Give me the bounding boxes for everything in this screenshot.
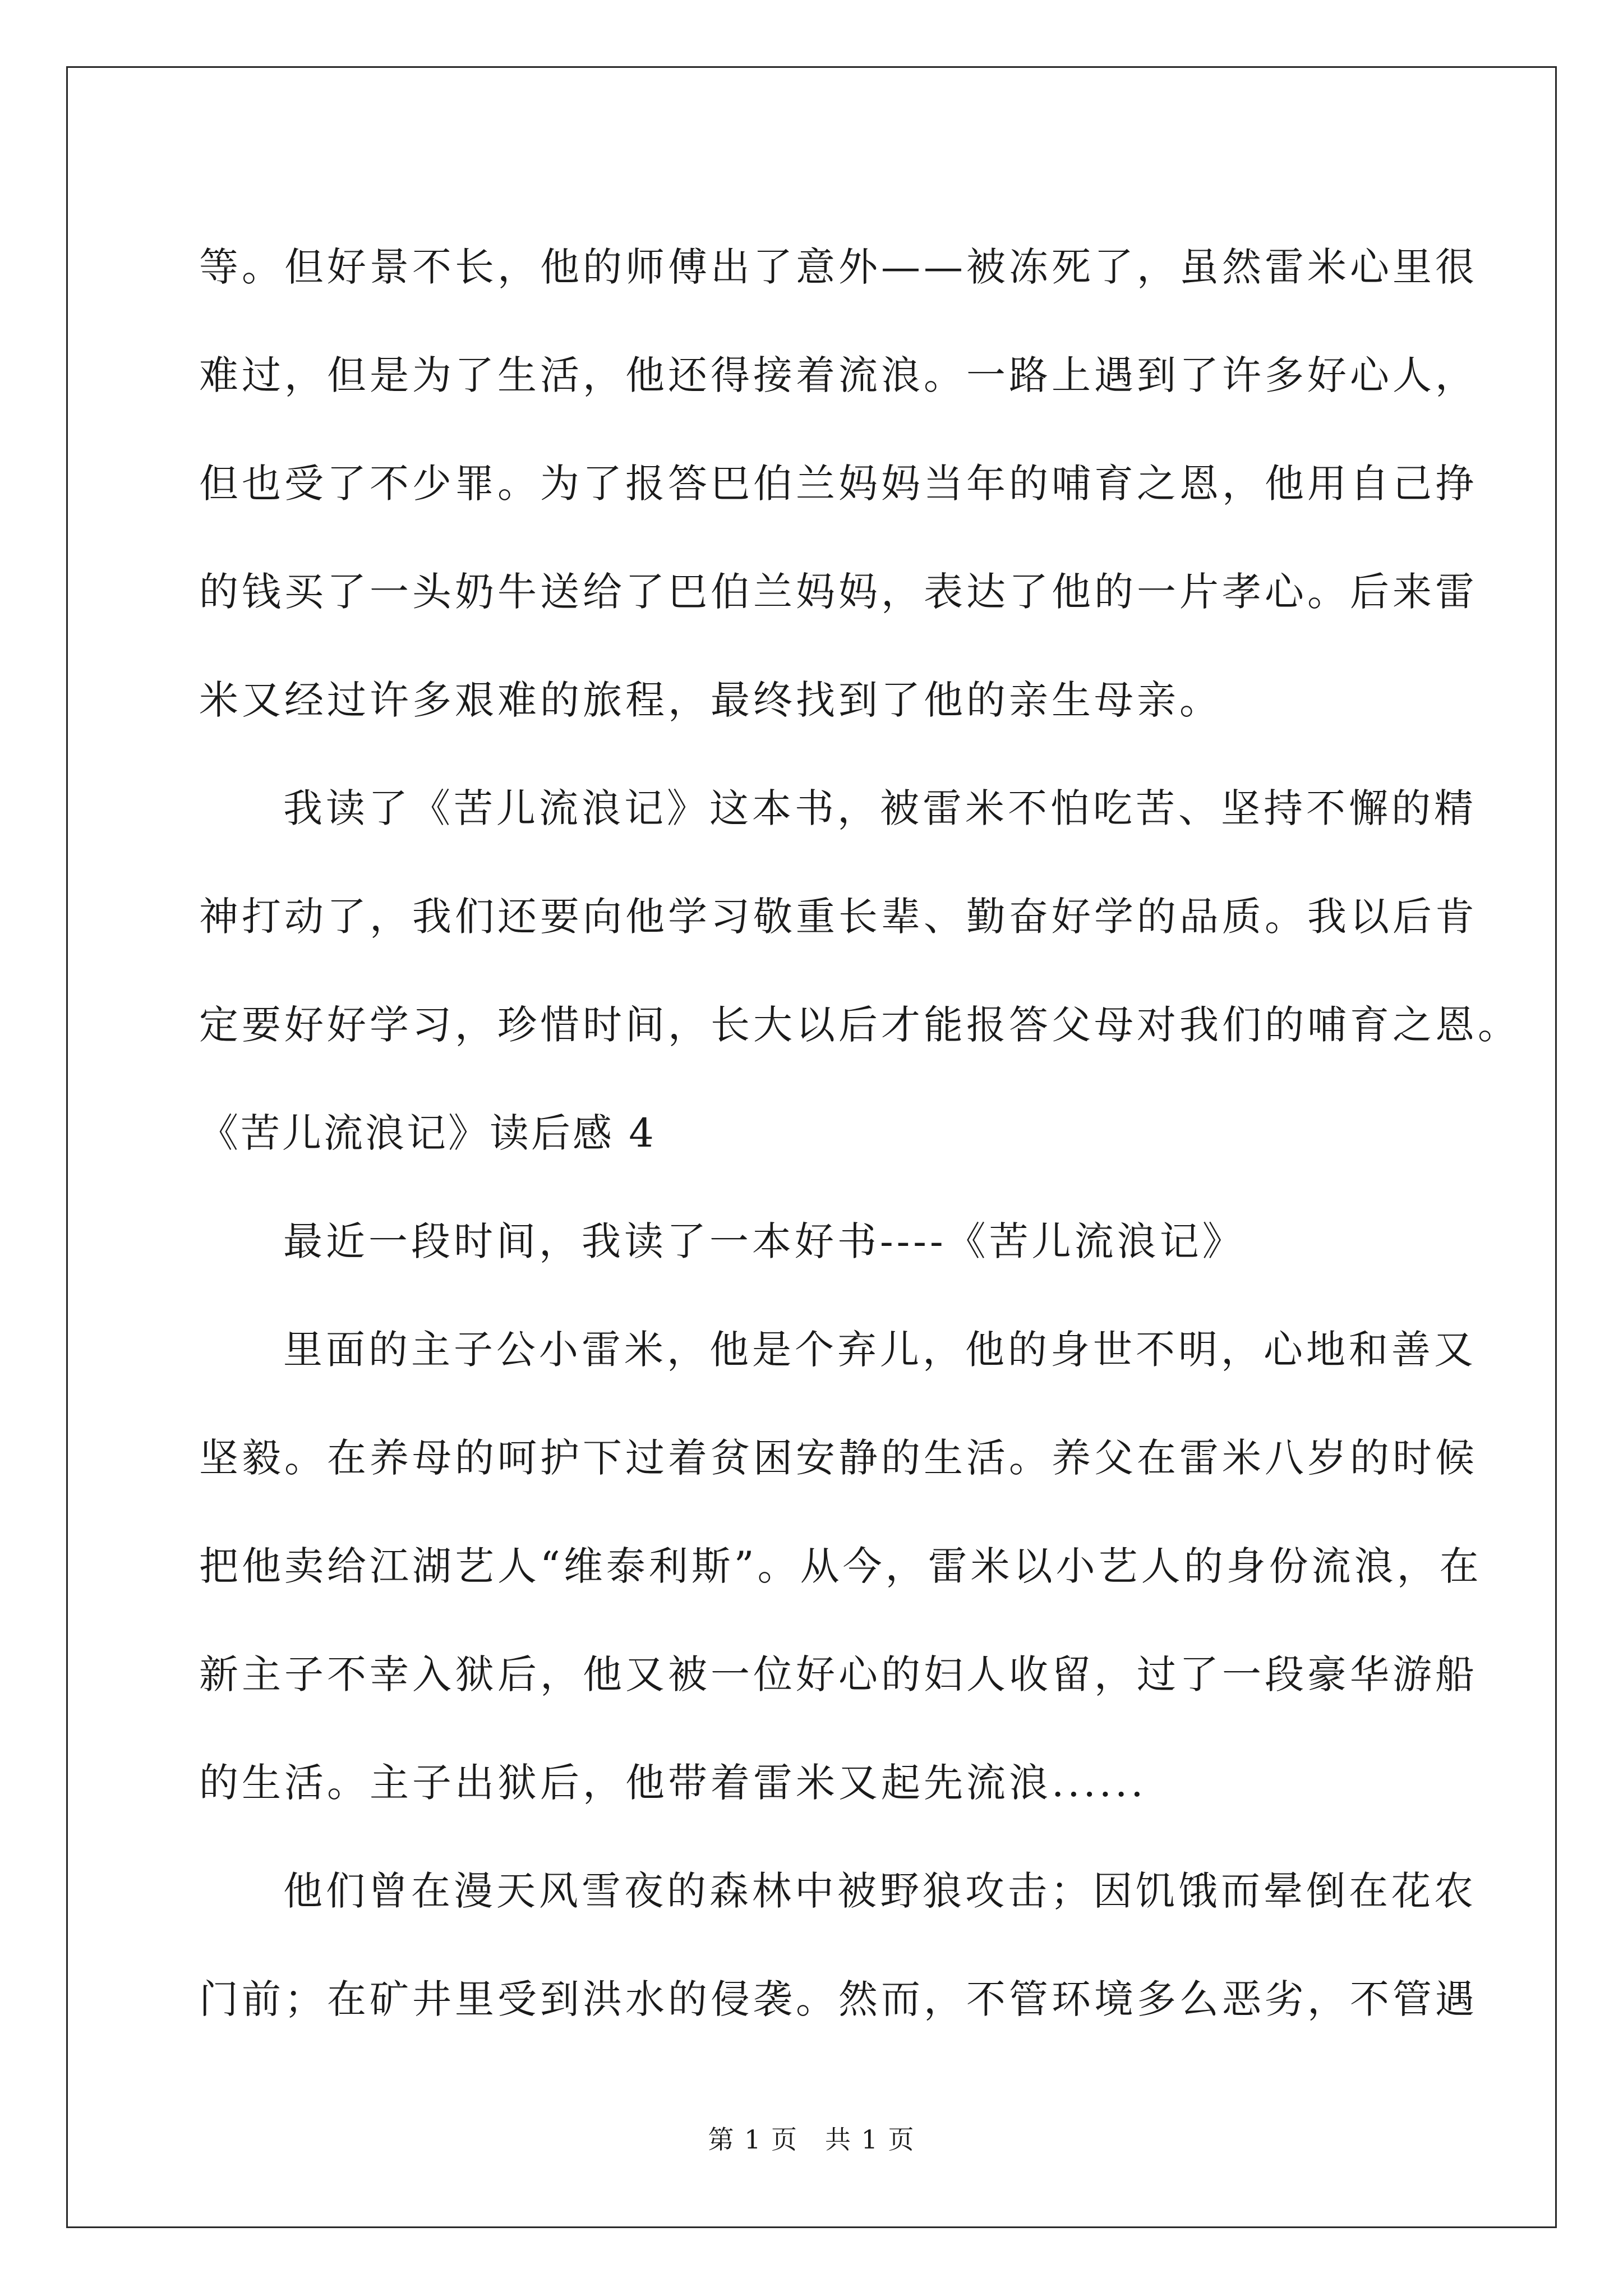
text-line: 最近一段时间，我读了一本好书----《苦儿流浪记》 [283,1218,1245,1264]
text-line: 神打动了，我们还要向他学习敬重长辈、勤奋好学的品质。我以后肯 [199,894,1478,940]
heading-text: 《苦儿流浪记》读后感 4 [199,1110,656,1156]
text-line: 定要好好学习，珍惜时间，长大以后才能报答父母对我们的哺育之恩。 [199,1002,1520,1048]
section-heading [199,1079,1433,1188]
document-body [199,213,1520,2054]
text-line: 的生活。主子出狱后，他带着雷米又起先流浪...... [199,1760,1147,1806]
text-line: 我读了《苦儿流浪记》这本书，被雷米不怕吃苦、坚持不懈的精 [283,785,1477,831]
paragraph [199,1296,1482,1837]
text-line: 门前；在矿井里受到洪水的侵袭。然而，不管环境多么恶劣，不管遇 [199,1976,1478,2022]
text-line: 新主子不幸入狱后，他又被一位好心的妇人收留，过了一段豪华游船 [199,1651,1478,1697]
text-line: 他们曾在漫天风雪夜的森林中被野狼攻击；因饥饿而晕倒在花农 [283,1868,1477,1914]
text-line: 里面的主子公小雷米，他是个弃儿，他的身世不明，心地和善又 [283,1327,1477,1373]
text-line: 难过，但是为了生活，他还得接着流浪。一路上遇到了许多好心人， [199,352,1478,398]
paragraph [199,213,1478,754]
paragraph [199,1188,1433,1296]
text-line: 坚毅。在养母的呵护下过着贫困安静的生活。养父在雷米八岁的时候 [199,1435,1478,1481]
paragraph [199,1837,1478,2054]
text-line: 但也受了不少罪。为了报答巴伯兰妈妈当年的哺育之恩，他用自己挣 [199,461,1478,507]
text-line: 米又经过许多艰难的旅程，最终找到了他的亲生母亲。 [199,677,1222,723]
paragraph [199,754,1520,1079]
page-footer: 第 1 页 共 1 页 [708,2124,915,2155]
text-line: 把他卖给江湖艺人“维泰利斯”。从今，雷米以小艺人的身份流浪，在 [199,1543,1482,1589]
text-line: 的钱买了一头奶牛送给了巴伯兰妈妈，表达了他的一片孝心。后来雷 [199,569,1478,615]
text-line: 等。但好景不长，他的师傅出了意外——被冻死了，虽然雷米心里很 [199,244,1478,290]
